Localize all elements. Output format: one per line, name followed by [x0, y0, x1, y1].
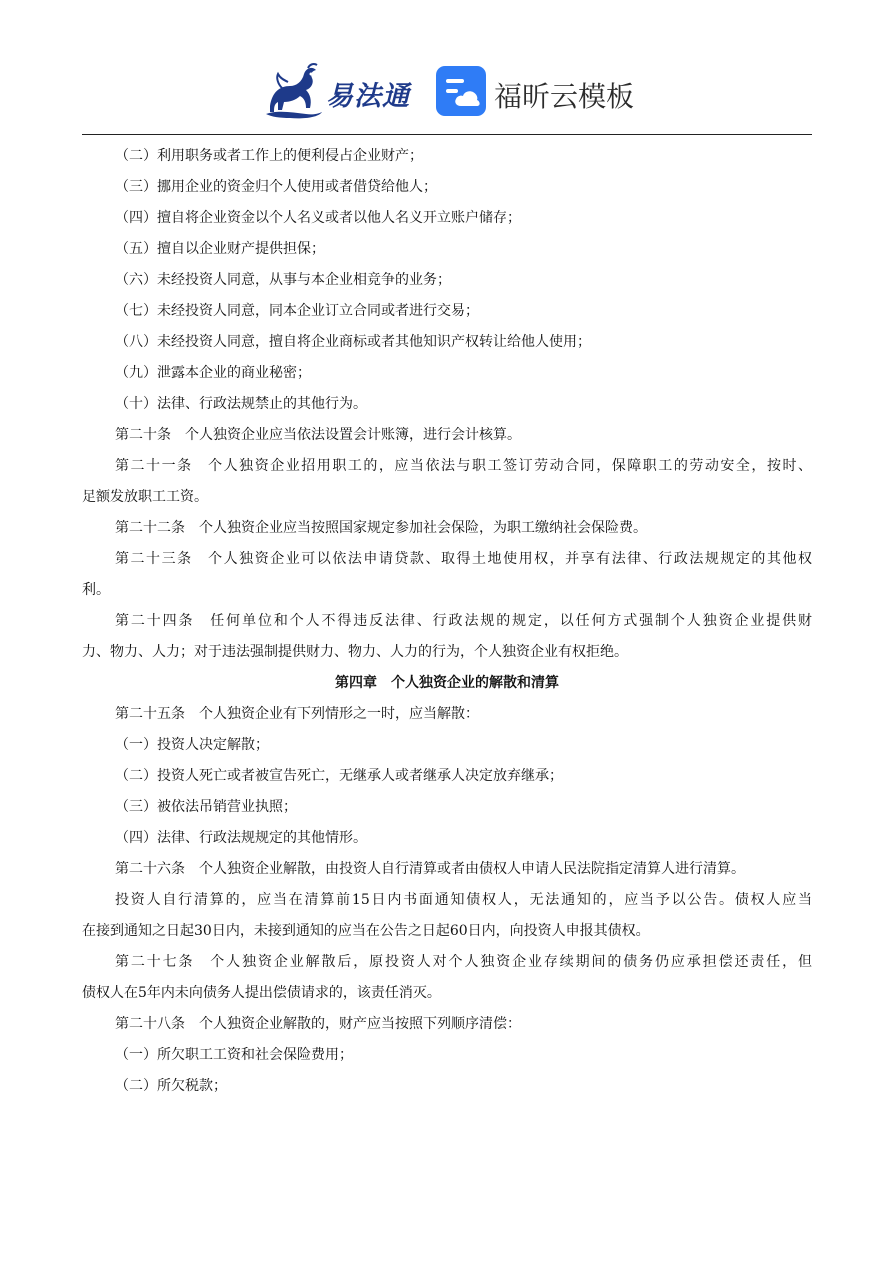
dissolution-item-1: （一）投资人决定解散； [115, 737, 269, 753]
article-21-line-1: 第二十一条 个人独资企业招用职工的，应当依法与职工签订劳动合同，保障职工的劳动安全，按时、 [115, 458, 812, 474]
clause-item-6: （六）未经投资人同意，从事与本企业相竞争的业务； [115, 272, 451, 288]
article-23-line-1: 第二十三条 个人独资企业可以依法申请贷款、取得土地使用权，并享有法律、行政法规规定的其他权 [115, 551, 812, 567]
dissolution-item-4: （四）法律、行政法规规定的其他情形。 [115, 830, 367, 846]
article-27-line-2: 债权人在5年内未向债务人提出偿债请求的，该责任消灭。 [82, 985, 441, 1001]
article-27-line-1: 第二十七条 个人独资企业解散后，原投资人对个人独资企业存续期间的债务仍应承担偿还责任，但 [115, 954, 812, 970]
liquidation-paragraph-line-2: 在接到通知之日起30日内，未接到通知的应当在公告之日起60日内，向投资人申报其债权。 [82, 923, 650, 939]
article-26: 第二十六条 个人独资企业解散，由投资人自行清算或者由债权人申请人民法院指定清算人进行清算。 [115, 861, 745, 877]
clause-item-8: （八）未经投资人同意，擅自将企业商标或者其他知识产权转让给他人使用； [115, 334, 591, 350]
article-25: 第二十五条 个人独资企业有下列情形之一时，应当解散： [115, 706, 479, 722]
clause-item-10: （十）法律、行政法规禁止的其他行为。 [115, 396, 367, 412]
clause-item-9: （九）泄露本企业的商业秘密； [115, 365, 311, 381]
article-22: 第二十二条 个人独资企业应当按照国家规定参加社会保险，为职工缴纳社会保险费。 [115, 520, 647, 536]
dissolution-item-2: （二）投资人死亡或者被宣告死亡，无继承人或者继承人决定放弃继承； [115, 768, 563, 784]
article-20: 第二十条 个人独资企业应当依法设置会计账簿，进行会计核算。 [115, 427, 521, 443]
document-cloud-icon [436, 66, 486, 116]
yifatong-brand-text: 易法通 [326, 81, 410, 112]
article-24-line-2: 力、物力、人力；对于违法强制提供财力、物力、人力的行为，个人独资企业有权拒绝。 [82, 644, 628, 660]
repayment-item-2: （二）所欠税款； [115, 1078, 227, 1094]
chapter-4-heading: 第四章 个人独资企业的解散和清算 [335, 675, 559, 691]
article-23-line-2: 利。 [82, 582, 110, 598]
clause-item-5: （五）擅自以企业财产提供担保； [115, 241, 325, 257]
liquidation-paragraph-line-1: 投资人自行清算的，应当在清算前15日内书面通知债权人，无法通知的，应当予以公告。债权人应当 [115, 892, 812, 908]
clause-item-7: （七）未经投资人同意，同本企业订立合同或者进行交易； [115, 303, 479, 319]
foxit-brand-text: 福昕云模板 [494, 80, 635, 113]
clause-item-2: （二）利用职务或者工作上的便利侵占企业财产； [115, 148, 423, 164]
article-28: 第二十八条 个人独资企业解散的，财产应当按照下列顺序清偿： [115, 1016, 521, 1032]
yifatong-logo [262, 62, 422, 122]
header-divider [82, 134, 812, 135]
repayment-item-1: （一）所欠职工工资和社会保险费用； [115, 1047, 353, 1063]
page-header [0, 56, 893, 126]
clause-item-3: （三）挪用企业的资金归个人使用或者借贷给他人； [115, 179, 437, 195]
clause-item-4: （四）擅自将企业资金以个人名义或者以他人名义开立账户储存； [115, 210, 521, 226]
article-21-line-2: 足额发放职工工资。 [82, 489, 208, 505]
article-24-line-1: 第二十四条 任何单位和个人不得违反法律、行政法规的规定，以任何方式强制个人独资企业提供财 [115, 613, 812, 629]
dissolution-item-3: （三）被依法吊销营业执照； [115, 799, 297, 815]
qilin-mascot-icon [262, 62, 324, 120]
